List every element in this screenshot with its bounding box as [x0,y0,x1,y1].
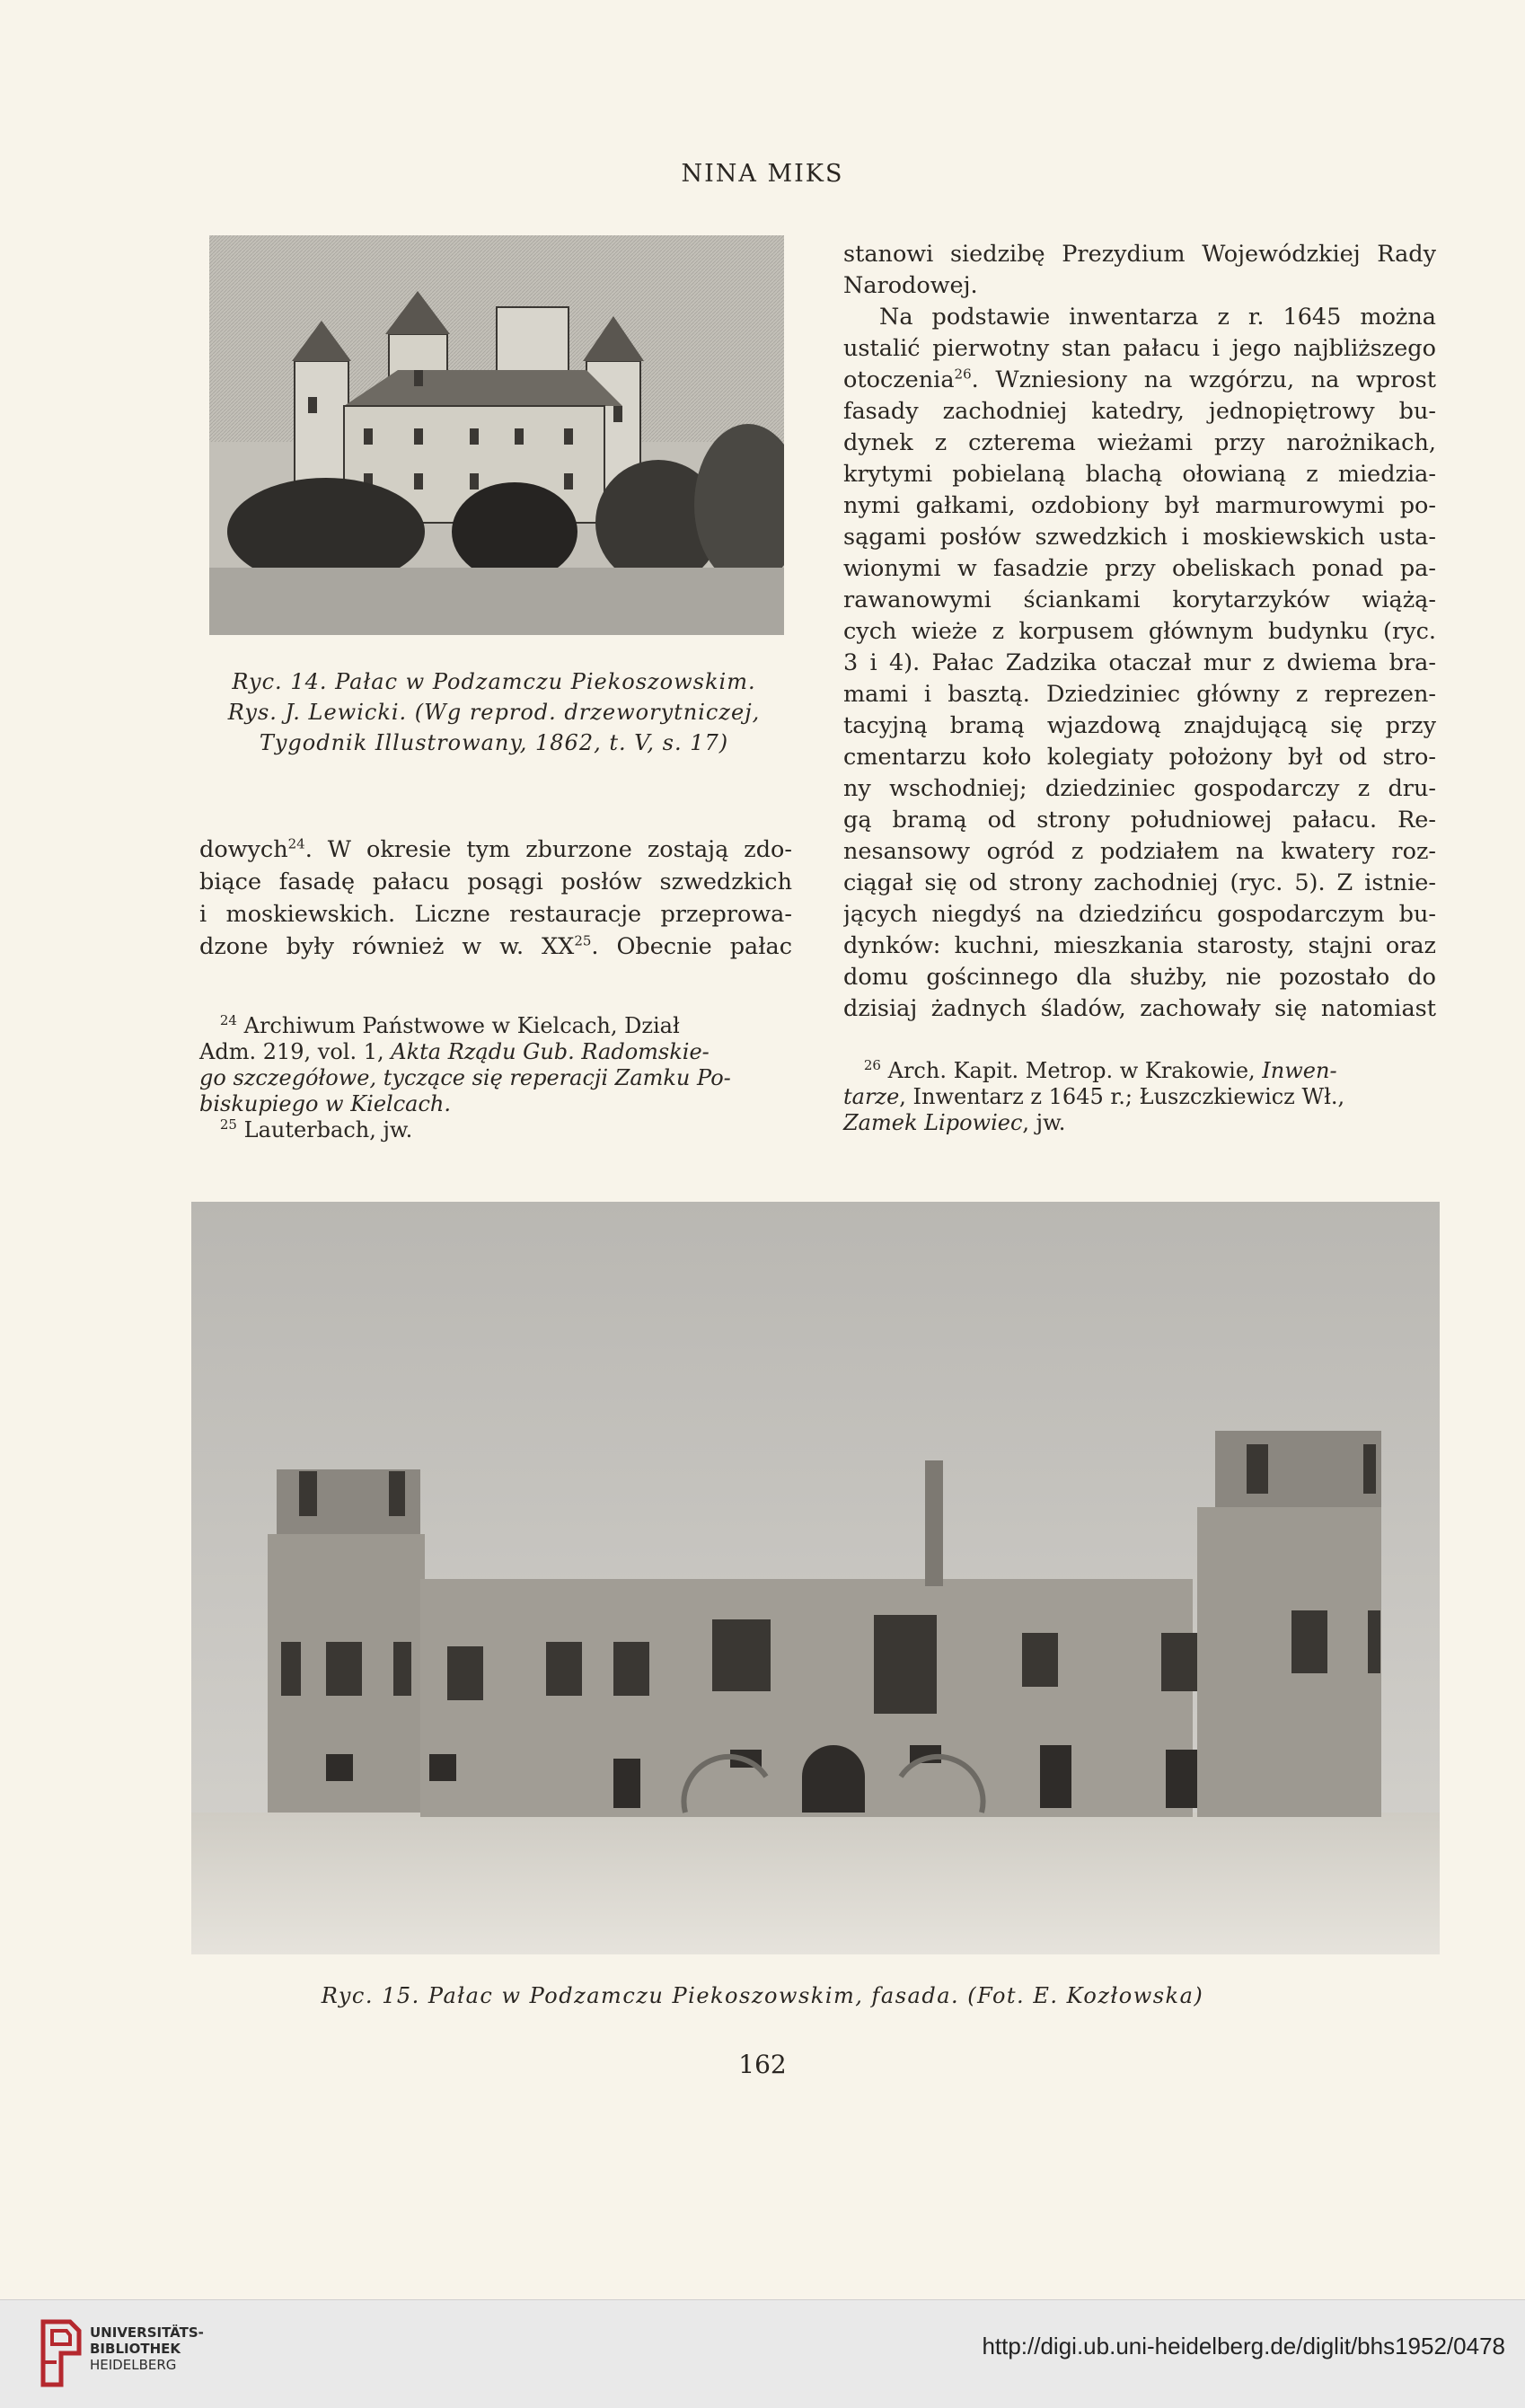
text-line: rawanowymi ściankami korytarzyków wiążą- [843,587,1436,613]
text-line: nymi gałkami, ozdobiony był marmurowymi po- [843,492,1436,519]
page-number: 162 [738,2050,787,2079]
text-line: krytymi pobielaną blachą ołowianą z miedzia- [843,461,1436,488]
text-line: dynków: kuchni, mieszkania starosty, stajni oraz [843,932,1436,959]
palace-engraving-image [209,235,784,635]
text-line: domu gościnnego dla służby, nie pozostało do [843,964,1436,991]
text-line: sągami posłów szwedzkich i moskiewskich usta- [843,524,1436,551]
left-column-body [199,834,792,963]
text-line: dynek z czterema wieżami przy narożnikach, [843,429,1436,456]
text-line: dowych$^{24}$. W okresie tym zburzone zostają zdo- [199,835,792,863]
figure-14-engraving [209,235,784,635]
text-line: stanowi siedzibę Prezydium Wojewódzkiej Rady [843,241,1436,268]
text-line: biące fasadę pałacu posągi posłów szwedzkich [199,869,792,895]
text-line: i moskiewskich. Liczne restauracje przeprowa- [199,901,792,928]
figure-14-caption [180,666,808,758]
caption-line: Tygodnik Illustrowany, 1862, t. V, s. 17) [259,730,729,755]
text-line: jących niegdyś na dziedzińcu gospodarczym bu- [843,901,1436,928]
text-line: ny wschodniej; dziedziniec gospodarczy z dru- [843,775,1436,802]
caption-line: Rys. J. Lewicki. (Wg reprod. drzeworytniczej, [227,700,761,725]
text-line: mami i basztą. Dziedziniec główny z reprezen- [843,681,1436,708]
source-url-link[interactable]: http://digi.ub.uni-heidelberg.de/diglit/bhs1952/0478 [982,2333,1505,2359]
text-line: 3 i 4). Pałac Zadzika otaczał mur z dwiema bra- [843,649,1436,676]
text-line: Na podstawie inwentarza z r. 1645 można [879,304,1436,331]
text-line: fasady zachodniej katedry, jednopiętrowy bu- [843,398,1436,425]
text-line: gą bramą od strony południowej pałacu. Re- [843,807,1436,834]
text-line: dzisiaj żadnych śladów, zachowały się natomiast [843,995,1436,1022]
right-footnotes: $^{26}$ Arch. Kapit. Metrop. w Krakowie, Inwen- tarze, Inwentarz z 1645 r.; Łuszczkiewicz Wł., Zamek Lipowiec, jw. [843,1058,1436,1136]
library-logo-icon [34,2313,88,2394]
text-line: Narodowej. [843,272,978,299]
text-line: otoczenia$^{26}$. Wzniesiony na wzgórzu, na wprost [843,366,1436,393]
text-line: cmentarzu koło kolegiaty położony był od stro- [843,744,1436,771]
footnote-25: $^{25}$ Lauterbach, jw. [219,1116,413,1142]
footnote-24: $^{24}$ Archiwum Państwowe w Kielcach, Dział [219,1012,680,1038]
text-line: wionymi w fasadzie przy obeliskach ponad pa- [843,555,1436,582]
figure-15-photograph [191,1202,1440,1954]
left-footnotes: $^{24}$ Archiwum Państwowe w Kielcach, Dział Adm. 219, vol. 1, Akta Rządu Gub. Radomskie- go szczegółowe, tyczące się reperacji Zamku Po- biskupiego w Kielcach. $^{25}$ Lauterbach, jw. [199,1013,792,1143]
library-name: UNIVERSITÄTS- BIBLIOTHEK HEIDELBERG [90,2324,204,2373]
footnote-26: $^{26}$ Arch. Kapit. Metrop. w Krakowie, Inwen- [863,1057,1337,1083]
right-column-body [843,239,1436,1025]
palace-facade-photo [191,1202,1440,1954]
running-head: NINA MIKS [681,160,844,188]
caption-line: Ryc. 14. Pałac w Podzamczu Piekoszowskim. [232,669,756,694]
text-line: ciągał się od strony zachodniej (ryc. 5). Z istnie- [843,869,1436,896]
text-line: nesansowy ogród z podziałem na kwatery roz- [843,838,1436,865]
text-line: dzone były również w w. XX$^{25}$. Obecnie pałac [199,932,792,960]
figure-15-caption: Ryc. 15. Pałac w Podzamczu Piekoszowskim, fasada. (Fot. E. Kozłowska) [321,1983,1204,2008]
text-line: cych wieże z korpusem głównym budynku (ryc. [843,618,1436,645]
text-line: ustalić pierwotny stan pałacu i jego najbliższego [843,335,1436,362]
text-line: tacyjną bramą wjazdową znajdującą się przy [843,712,1436,739]
